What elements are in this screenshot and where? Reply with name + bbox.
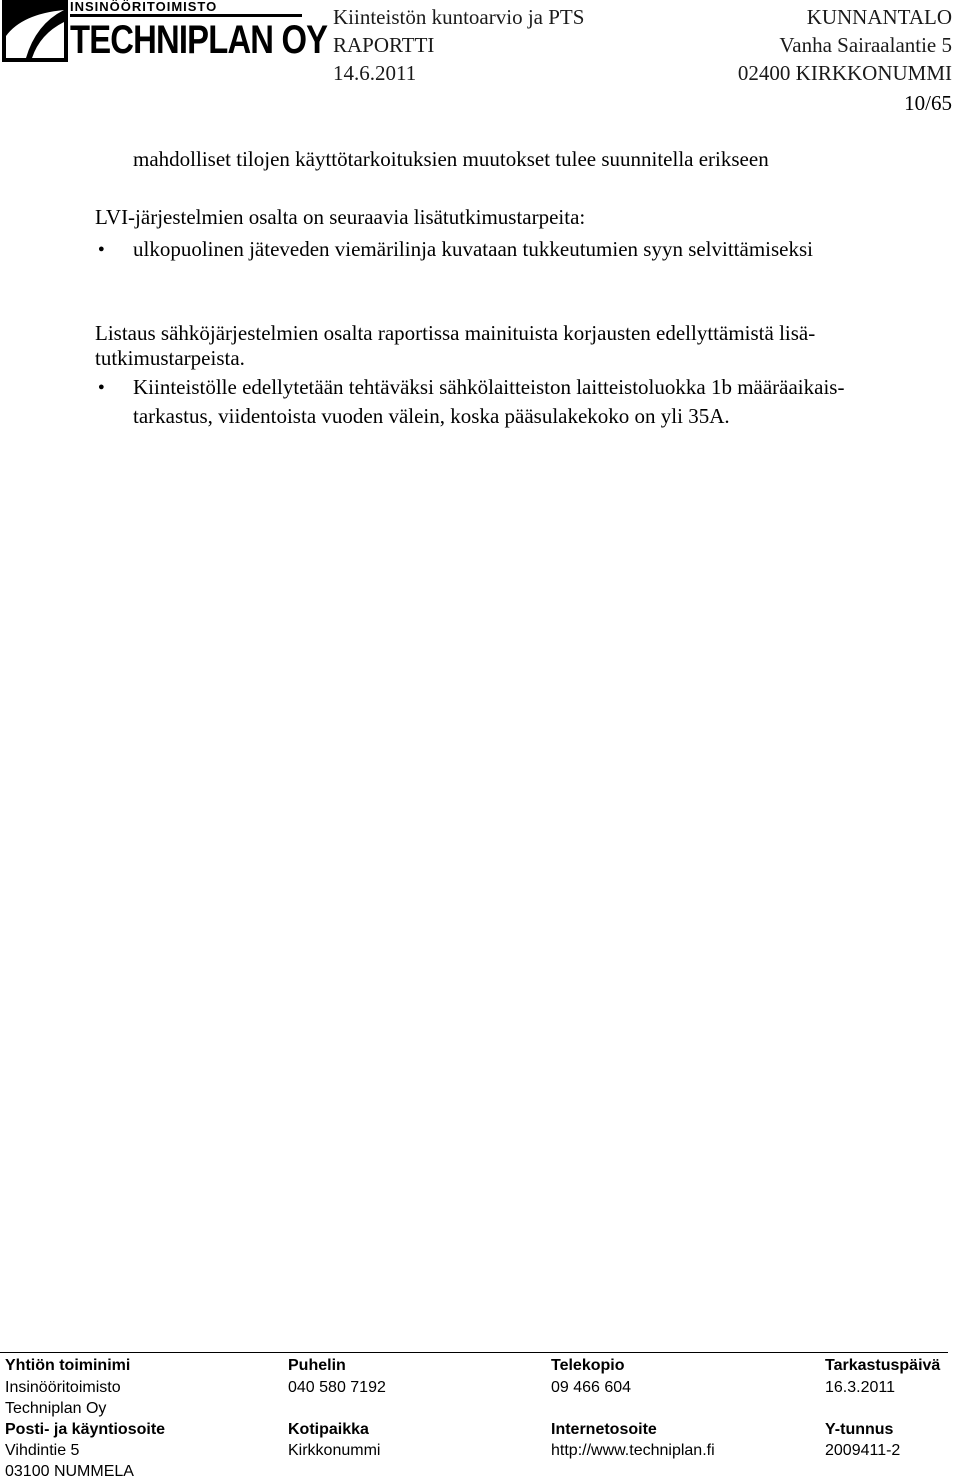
footer-label-address: Posti- ja käyntiosoite bbox=[5, 1421, 166, 1438]
bullet-icon bbox=[95, 373, 133, 406]
footer-label-company: Yhtiön toiminimi bbox=[5, 1357, 131, 1374]
paragraph-3-line-2: tutkimustarpeista. bbox=[95, 346, 245, 370]
list-item-text: ulkopuolinen jäteveden viemärilinja kuvataan tukkeutumien syyn selvittämiseksi bbox=[133, 237, 814, 261]
footer-divider bbox=[0, 1352, 948, 1353]
page-number: 10/65 bbox=[904, 91, 952, 115]
footer-label-website: Internetosoite bbox=[551, 1421, 657, 1438]
logo-emblem-icon bbox=[2, 0, 68, 62]
footer-business-id: 2009411-2 bbox=[825, 1442, 901, 1459]
company-logo bbox=[2, 0, 328, 62]
footer-fax: 09 466 604 bbox=[551, 1379, 632, 1396]
footer-label-inspection-date: Tarkastuspäivä bbox=[825, 1357, 941, 1374]
paragraph-3-line-1: Listaus sähköjärjestelmien osalta raportissa mainituista korjausten edellyttämistä lisä- bbox=[95, 321, 816, 345]
paragraph-1: mahdolliset tilojen käyttötarkoituksien muutokset tulee suunnitella erikseen bbox=[133, 147, 769, 171]
bullet-icon bbox=[95, 235, 133, 268]
report-title: Kiinteistön kuntoarvio ja PTS bbox=[333, 5, 585, 29]
building-city: 02400 KIRKKONUMMI bbox=[737, 61, 952, 85]
paragraph-2: LVI-järjestelmien osalta on seuraavia lisätutkimustarpeita: bbox=[95, 205, 586, 229]
building-street: Vanha Sairaalantie 5 bbox=[779, 33, 952, 57]
list-item-continuation: tarkastus, viidentoista vuoden välein, koska pääsulakekoko on yli 35A. bbox=[133, 404, 730, 428]
footer-inspection-date: 16.3.2011 bbox=[825, 1379, 895, 1396]
building-name: KUNNANTALO bbox=[806, 5, 952, 29]
list-item bbox=[95, 235, 813, 268]
footer-website-link[interactable]: http://www.techniplan.fi bbox=[551, 1442, 715, 1459]
header-right bbox=[738, 4, 952, 88]
header-left bbox=[333, 4, 584, 88]
footer-company-name-2: Techniplan Oy bbox=[5, 1400, 107, 1417]
footer-label-fax: Telekopio bbox=[551, 1357, 625, 1374]
footer-label-business-id: Y-tunnus bbox=[825, 1421, 894, 1438]
footer-label-phone: Puhelin bbox=[288, 1357, 346, 1374]
footer-company-name: Insinööritoimisto bbox=[5, 1379, 121, 1396]
footer-address: Vihdintie 5 bbox=[5, 1442, 80, 1459]
footer-domicile: Kirkkonummi bbox=[288, 1442, 381, 1459]
report-type: RAPORTTI bbox=[333, 33, 435, 57]
footer-phone: 040 580 7192 bbox=[288, 1379, 386, 1396]
footer-postal-code: 03100 NUMMELA bbox=[5, 1463, 134, 1480]
report-date: 14.6.2011 bbox=[333, 61, 417, 85]
list-item-text: Kiinteistölle edellytetään tehtäväksi sähkölaitteiston laitteistoluokka 1b määräaikais- bbox=[133, 375, 845, 399]
logo-top-text: INSINÖÖRITOIMISTO bbox=[70, 0, 302, 14]
logo-main-text: TECHNIPLAN OY bbox=[70, 18, 328, 62]
footer-label-domicile: Kotipaikka bbox=[288, 1421, 369, 1438]
